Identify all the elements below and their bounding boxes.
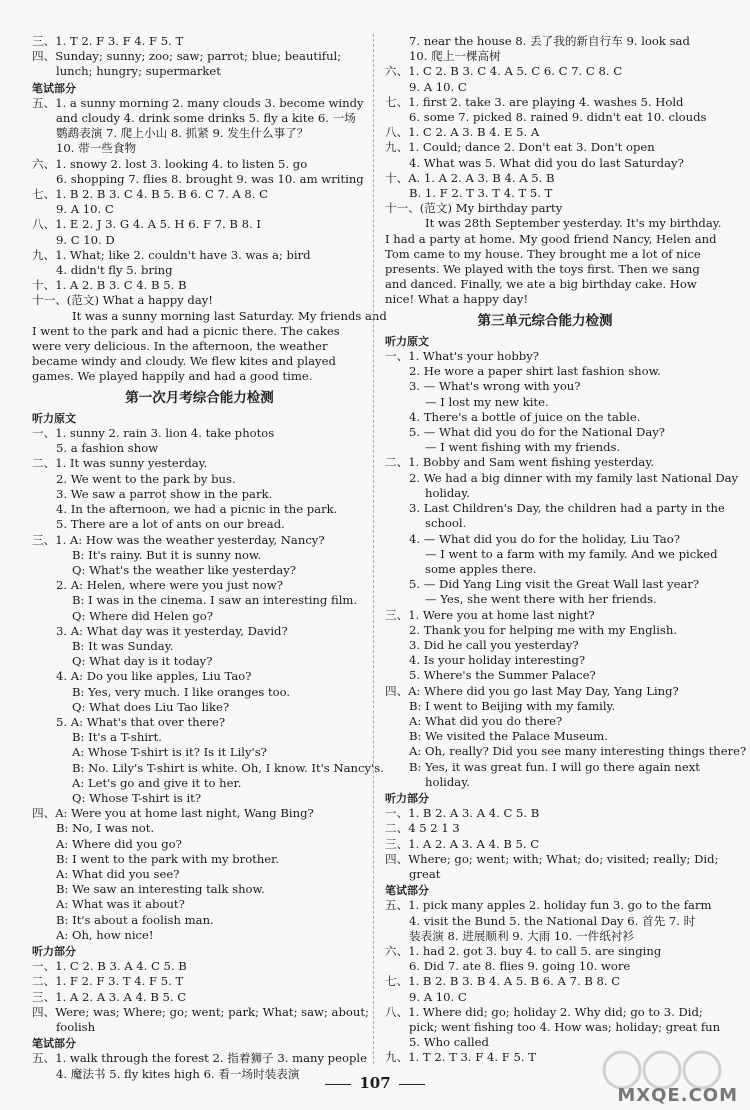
answer-line: Q: What does Liu Tao like? [72, 699, 230, 714]
answer-line: 4. In the afternoon, we had a picnic in the park. [56, 502, 338, 517]
answer-line: 4. — What did you do for the holiday, Liu Tao? [409, 531, 680, 546]
answer-line: 八、1. E 2. J 3. G 4. A 5. H 6. F 7. B 8. I [32, 217, 261, 232]
answer-line: 4. Is your holiday interesting? [409, 653, 586, 668]
answer-line: B: We saw an interesting talk show. [56, 882, 265, 897]
answer-line: 2. Thank you for helping me with my English. [409, 622, 678, 637]
page-number-value: 107 [359, 1074, 391, 1092]
answer-line: A: Where did you go? [56, 836, 182, 851]
answer-line: 二、1. It was sunny yesterday. [32, 456, 208, 471]
answer-line: school. [425, 516, 467, 531]
answer-line: holiday. [425, 485, 470, 500]
answer-line: 9. A 10. C [409, 79, 467, 94]
answer-line: 5. a fashion show [56, 441, 159, 456]
answer-line: and danced. Finally, we ate a big birthday cake. How [385, 277, 697, 292]
answer-line: It was 28th September yesterday. It's my birthday. [425, 216, 722, 231]
answer-line: 一、1. What's your hobby? [385, 349, 539, 364]
answer-line: 四、Where; go; went; with; What; do; visited; really; Did; [385, 851, 719, 866]
answer-line: 七、1. B 2. B 3. C 4. B 5. B 6. C 7. A 8. C [32, 187, 269, 202]
subsection-heading: 听力部分 [32, 944, 76, 958]
answer-line: 10. 爬上一棵高树 [409, 49, 501, 64]
subsection-heading: 听力原文 [385, 334, 429, 348]
answer-line: 九、1. What; like 2. couldn't have 3. was a; bird [32, 247, 311, 262]
answer-line: Q: Where did Helen go? [72, 608, 213, 623]
subsection-heading: 听力原文 [32, 411, 76, 425]
answer-line: B: We visited the Palace Museum. [409, 729, 608, 744]
answer-line: 3. A: What day was it yesterday, David? [56, 623, 288, 638]
answer-line: B: I went to Beijing with my family. [409, 698, 616, 713]
answer-line: lunch; hungry; supermarket [56, 64, 221, 79]
watermark-text: MXQE.COM [617, 1085, 738, 1106]
answer-line: foolish [56, 1020, 96, 1034]
answer-line: were very delicious. In the afternoon, the weather [32, 339, 328, 354]
answer-line: Q: What's the weather like yesterday? [72, 562, 296, 577]
right-column [385, 34, 747, 1066]
answer-line: 6. shopping 7. flies 8. brought 9. was 10. am writing [56, 171, 364, 186]
answer-line: 四、A: Where did you go last May Day, Yang Ling? [385, 683, 679, 698]
answer-line: 三、1. A: How was the weather yesterday, Nancy? [32, 532, 325, 547]
page-number-dash-left [325, 1084, 351, 1085]
answer-line: B: It's rainy. But it is sunny now. [72, 547, 262, 562]
answer-line: 十一、(范文) What a happy day! [32, 293, 213, 308]
answer-line: B: Yes, it was great fun. I will go there again next [409, 759, 700, 774]
answer-line: 三、1. Were you at home last night? [385, 607, 595, 622]
answer-line: 4. There's a bottle of juice on the table. [409, 409, 641, 424]
answer-line: 九、1. Could; dance 2. Don't eat 3. Don't open [385, 140, 655, 155]
answer-line: B: I went to the park with my brother. [56, 851, 280, 866]
answer-line: 七、1. first 2. take 3. are playing 4. washes 5. Hold [385, 94, 684, 109]
answer-line: 四、A: Were you at home last night, Wang Bing? [32, 806, 314, 821]
answer-line: 鹦鹉表演 7. 爬上小山 8. 抓紧 9. 发生什么事了？ [56, 126, 309, 141]
section-title: 第一次月考综合能力检测 [125, 389, 274, 406]
answer-line: 4. 魔法书 5. fly kites high 6. 看一场时装表演 [56, 1066, 300, 1081]
answer-line: A: What did you do there? [409, 713, 563, 728]
answer-line: 三、1. T 2. F 3. F 4. F 5. T [32, 34, 184, 48]
answer-line: Tom came to my house. They brought me a lot of nice [385, 246, 701, 261]
answer-line: 3. — What's wrong with you? [409, 379, 581, 394]
answer-line: 一、1. B 2. A 3. A 4. C 5. B [385, 806, 540, 821]
answer-line: 六、1. snowy 2. lost 3. looking 4. to listen 5. go [32, 156, 308, 171]
answer-line: 四、Sunday; sunny; zoo; saw; parrot; blue; beautiful; [32, 49, 342, 64]
answer-line: B: No. Lily's T-shirt is white. Oh, I know. It's Nancy's. [72, 760, 384, 775]
answer-line: 2. A: Helen, where were you just now? [56, 578, 283, 593]
answer-line: 3. We saw a parrot show in the park. [56, 486, 273, 501]
answer-line: 三、1. A 2. A 3. A 4. B 5. C [385, 836, 540, 851]
answer-line: holiday. [425, 774, 470, 789]
section-title: 第三单元综合能力检测 [477, 312, 613, 329]
answer-line: A: Whose T-shirt is it? Is it Lily's? [72, 745, 267, 760]
answer-line: B: It was Sunday. [72, 638, 174, 653]
answer-line: 4. didn't fly 5. bring [56, 263, 173, 278]
answer-line: 2. We went to the park by bus. [56, 471, 236, 486]
answer-line: 9. A 10. C [56, 202, 114, 217]
answer-line: B: Yes, very much. I like oranges too. [72, 684, 291, 699]
answer-line: 二、1. Bobby and Sam went fishing yesterday. [385, 455, 655, 470]
subsection-heading: 笔试部分 [32, 81, 76, 95]
answer-line: pick; went fishing too 4. How was; holiday; great fun [409, 1020, 721, 1034]
subsection-heading: 笔试部分 [385, 884, 429, 898]
answer-line: 2. He wore a paper shirt last fashion show. [409, 364, 661, 379]
answer-line: and cloudy 4. drink some drinks 5. fly a kite 6. 一场 [56, 111, 356, 126]
answer-line: — I went fishing with my friends. [425, 440, 621, 455]
answer-line: 八、1. Where did; go; holiday 2. Why did; go to 3. Did; [385, 1004, 703, 1019]
answer-line: 十一、(范文) My birthday party [385, 201, 563, 216]
answer-line: 四、Were; was; Where; go; went; park; What; saw; about; [32, 1004, 369, 1019]
answer-line: 6. some 7. picked 8. rained 9. didn't eat 10. clouds [409, 110, 707, 125]
answer-line: A: What was it about? [56, 897, 185, 912]
answer-line: 五、1. walk through the forest 2. 指着狮子 3. many people [32, 1051, 367, 1066]
answer-line: 三、1. A 2. A 3. A 4. B 5. C [32, 989, 187, 1004]
page-number-dash-right [399, 1084, 425, 1085]
answer-line: Q: Whose T-shirt is it? [72, 790, 202, 805]
answer-line: 5. A: What's that over there? [56, 714, 226, 729]
answer-line: 五、1. pick many apples 2. holiday fun 3. go to the farm [385, 898, 712, 913]
answer-line: B: It's about a foolish man. [56, 912, 214, 927]
answer-line: 六、1. had 2. got 3. buy 4. to call 5. are singing [385, 943, 662, 958]
answer-line: 一、1. sunny 2. rain 3. lion 4. take photos [32, 426, 275, 441]
answer-line: I went to the park and had a picnic there. The cakes [32, 323, 340, 338]
answer-line: 7. near the house 8. 丢了我的新自行车 9. look sad [409, 34, 690, 48]
answer-line: — I went to a farm with my family. And we picked [425, 546, 718, 561]
answer-line: 五、1. a sunny morning 2. many clouds 3. become windy [32, 95, 364, 110]
answer-line: became windy and cloudy. We flew kites and played [32, 354, 336, 369]
answer-line: 5. — Did Yang Ling visit the Great Wall last year? [409, 577, 700, 592]
answer-line: 九、1. T 2. T 3. F 4. F 5. T [385, 1050, 536, 1065]
answer-line: 5. — What did you do for the National Day? [409, 425, 665, 440]
answer-line: A: Oh, really? Did you see many interesting things there? [409, 744, 747, 759]
answer-line: 3. Did he call you yesterday? [409, 637, 579, 652]
answer-line: 4. What was 5. What did you do last Saturday? [409, 155, 684, 170]
answer-line: nice! What a happy day! [385, 292, 529, 307]
answer-line: B. 1. F 2. T 3. T 4. T 5. T [409, 186, 553, 201]
answer-line: 9. A 10. C [409, 989, 467, 1004]
answer-line: B: I was in the cinema. I saw an interesting film. [72, 593, 358, 608]
answer-line: B: It's a T-shirt. [72, 730, 162, 745]
answer-line: 十、1. A 2. B 3. C 4. B 5. B [32, 278, 187, 293]
answer-line: — Yes, she went there with her friends. [425, 592, 657, 607]
answer-line: 5. There are a lot of ants on our bread. [56, 517, 285, 532]
answer-line: Q: What day is it today? [72, 654, 213, 669]
answer-line: 七、1. B 2. B 3. B 4. A 5. B 6. A 7. B 8. C [385, 974, 621, 989]
left-column [32, 34, 387, 1082]
column-divider [373, 34, 374, 1064]
answer-line: 二、4 5 2 1 3 [385, 821, 460, 836]
answer-line: 3. Last Children's Day, the children had a party in the [409, 501, 725, 516]
answer-line: 4. A: Do you like apples, Liu Tao? [56, 669, 252, 684]
answer-line: 5. Where's the Summer Palace? [409, 668, 596, 683]
answer-line: — I lost my new kite. [425, 394, 549, 409]
answer-line: some apples there. [425, 561, 537, 576]
answer-line: 6. Did 7. ate 8. flies 9. going 10. wore [409, 959, 631, 974]
answer-line: presents. We played with the toys first. Then we sang [385, 262, 700, 277]
answer-line: B: No, I was not. [56, 821, 155, 836]
answer-line: 5. Who called [409, 1035, 489, 1050]
answer-line: great [409, 866, 441, 881]
subsection-heading: 笔试部分 [32, 1037, 76, 1051]
answer-line: 10. 带一些食物 [56, 141, 137, 156]
answer-line: 4. visit the Bund 5. the National Day 6. 首先 7. 时 [409, 913, 696, 928]
answer-line: I had a party at home. My good friend Nancy, Helen and [385, 231, 717, 246]
subsection-heading: 听力部分 [385, 791, 429, 805]
answer-line: 十、A. 1. A 2. A 3. B 4. A 5. B [385, 170, 555, 185]
answer-line: games. We played happily and had a good time. [32, 369, 313, 384]
answer-line: A: Let's go and give it to her. [72, 775, 242, 790]
answer-line: 八、1. C 2. A 3. B 4. E 5. A [385, 125, 540, 140]
answer-line: 2. We had a big dinner with my family last National Day [409, 470, 739, 485]
answer-line: 一、1. C 2. B 3. A 4. C 5. B [32, 959, 187, 974]
answer-line: 装表演 8. 进展顺利 9. 大雨 10. 一件纸衬衫 [409, 928, 634, 943]
answer-line: A: What did you see? [56, 866, 180, 881]
answer-line: A: Oh, how nice! [56, 927, 154, 942]
answer-line: 二、1. F 2. F 3. T 4. F 5. T [32, 974, 184, 989]
answer-line: 9. C 10. D [56, 232, 115, 247]
answer-line: 六、1. C 2. B 3. C 4. A 5. C 6. C 7. C 8. C [385, 64, 623, 79]
answer-line: It was a sunny morning last Saturday. My friends and [72, 308, 387, 323]
